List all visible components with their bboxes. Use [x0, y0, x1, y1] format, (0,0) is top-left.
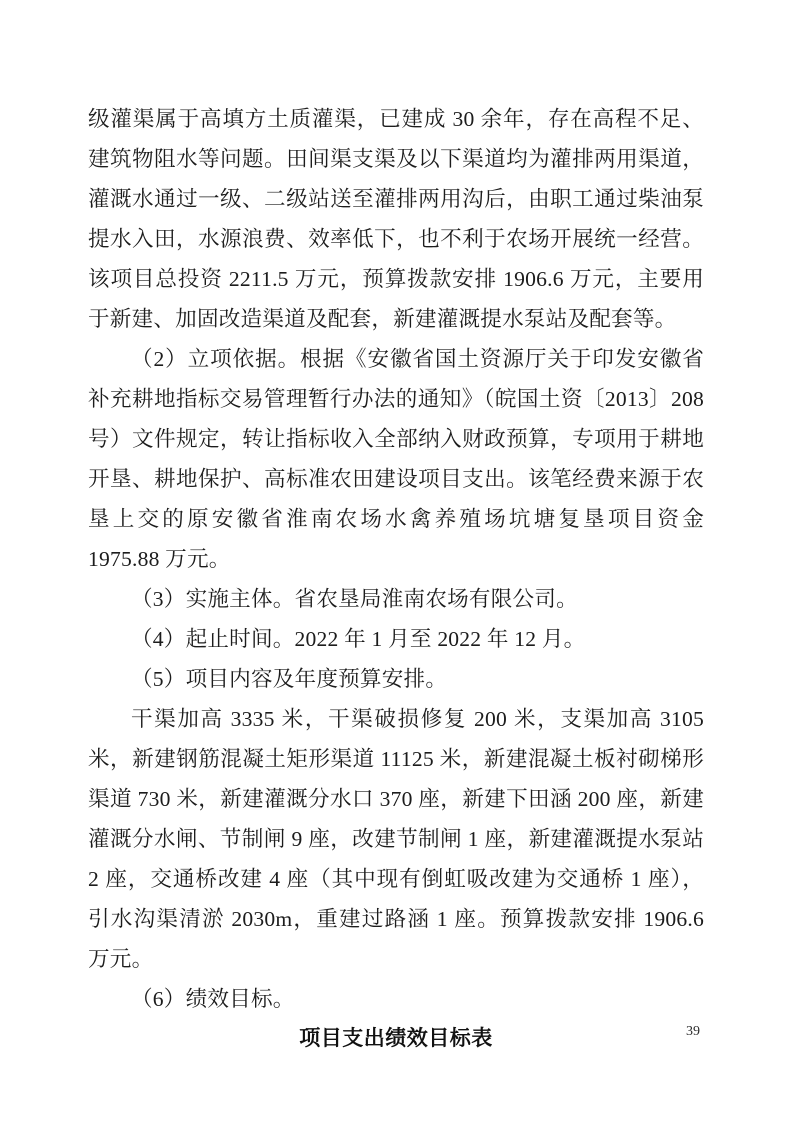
body-paragraph-item-5: （5）项目内容及年度预算安排。 [131, 667, 448, 691]
document-body [88, 99, 704, 1055]
body-paragraph-item-3: （3）实施主体。省农垦局淮南农场有限公司。 [131, 587, 578, 611]
body-paragraph-item-2: （2）立项依据。根据《安徽省国土资源厅关于印发安徽省补充耕地指标交易管理暂行办法的通知》（皖国土资〔2013〕208 号）文件规定，转让指标收入全部纳入财政预算，专项用于耕地开垦、耕地保护、高标准农田建设项目支出。该笔经费来源于农垦上交的原安徽省淮南农场水禽养殖场坑塘复垦项目资金 1975.88 万元。 [88, 347, 704, 571]
body-paragraph-item-4: （4）起止时间。2022 年 1 月至 2022 年 12 月。 [131, 627, 586, 651]
table-title: 项目支出绩效目标表 [299, 1027, 493, 1050]
body-paragraph-item-6: （6）绩效目标。 [131, 987, 295, 1011]
body-paragraph-continuation: 级灌渠属于高填方土质灌渠，已建成 30 余年，存在高程不足、建筑物阻水等问题。田间渠支渠及以下渠道均为灌排两用渠道，灌溉水通过一级、二级站送至灌排两用沟后，由职工通过柴油泵提水入田，水源浪费、效率低下，也不利于农场开展统一经营。该项目总投资 2211.5 万元，预算拨款安排 1906.6 万元，主要用于新建、加固改造渠道及配套，新建灌溉提水泵站及配套等。 [88, 107, 704, 331]
body-paragraph-project-content: 干渠加高 3335 米，干渠破损修复 200 米，支渠加高 3105 米，新建钢筋混凝土矩形渠道 11125 米，新建混凝土板衬砌梯形渠道 730 米，新建灌溉分水口 370 座，新建下田涵 200 座，新建灌溉分水闸、节制闸 9 座，改建节制闸 1 座，新建灌溉提水泵站 2 座，交通桥改建 4 座（其中现有倒虹吸改建为交通桥 1 座），引水沟渠清淤 2030m，重建过路涵 1 座。预算拨款安排 1906.6 万元。 [88, 707, 704, 971]
page-number: 39 [686, 1024, 700, 1039]
